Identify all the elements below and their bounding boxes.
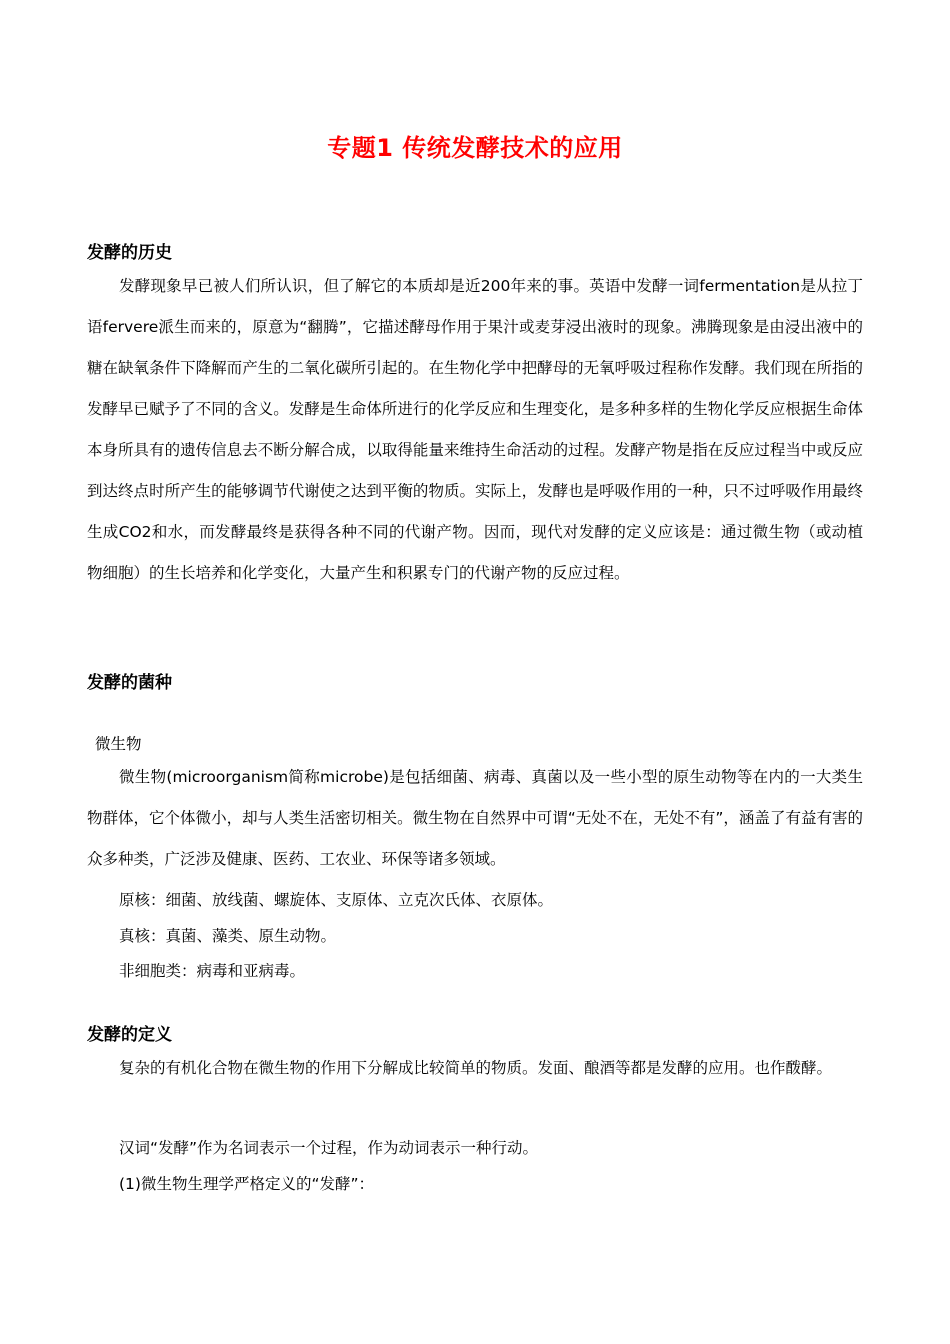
list-item-prokaryote: 原核：细菌、放线菌、螺旋体、支原体、立克次氏体、衣原体。 <box>119 891 554 909</box>
section-heading-strains: 发酵的菌种 <box>87 673 172 693</box>
microbe-subheading: 微生物 <box>95 735 142 753</box>
definition-line-microbial-physiology: (1)微生物生理学严格定义的“发酵”： <box>119 1175 375 1193</box>
section-heading-history: 发酵的历史 <box>87 243 172 263</box>
definition-paragraph: 复杂的有机化合物在微生物的作用下分解成比较简单的物质。发面、酿酒等都是发酵的应用。也作酦酵。 <box>119 1059 833 1077</box>
page-title: 专题1 传统发酵技术的应用 <box>327 134 623 162</box>
list-item-acellular: 非细胞类：病毒和亚病毒。 <box>119 962 306 980</box>
history-paragraph: 发酵现象早已被人们所认识，但了解它的本质却是近200年来的事。英语中发酵一词fermentation是从拉丁语fervere派生而来的，原意为“翻腾”，它描述酵母作用于果汁或麦芽浸出液时的现象。沸腾现象是由浸出液中的糖在缺氧条件下降解而产生的二氧化碳所引起的。在生物化学中把酵母的无氧呼吸过程称作发酵。我们现在所指的发酵早已赋予了不同的含义。发酵是生命体所进行的化学反应和生理变化，是多种多样的生物化学反应根据生命体本身所具有的遗传信息去不断分解合成，以取得能量来维持生命活动的过程。发酵产物是指在反应过程当中或反应到达终点时所产生的能够调节代谢使之达到平衡的物质。实际上，发酵也是呼吸作用的一种，只不过呼吸作用最终生成CO2和水，而发酵最终是获得各种不同的代谢产物。因而，现代对发酵的定义应该是：通过微生物（或动植物细胞）的生长培养和化学变化，大量产生和积累专门的代谢产物的反应过程。 <box>87 277 863 582</box>
definition-line-chinese-word: 汉词“发酵”作为名词表示一个过程，作为动词表示一种行动。 <box>119 1139 539 1157</box>
section-heading-definition: 发酵的定义 <box>87 1025 172 1045</box>
list-item-eukaryote: 真核：真菌、藻类、原生动物。 <box>119 927 337 945</box>
microbe-paragraph: 微生物(microorganism简称microbe)是包括细菌、病毒、真菌以及一些小型的原生动物等在内的一大类生物群体，它个体微小，却与人类生活密切相关。微生物在自然界中可谓“无处不在，无处不有”，涵盖了有益有害的众多种类，广泛涉及健康、医药、工农业、环保等诸多领域。 <box>87 768 863 868</box>
